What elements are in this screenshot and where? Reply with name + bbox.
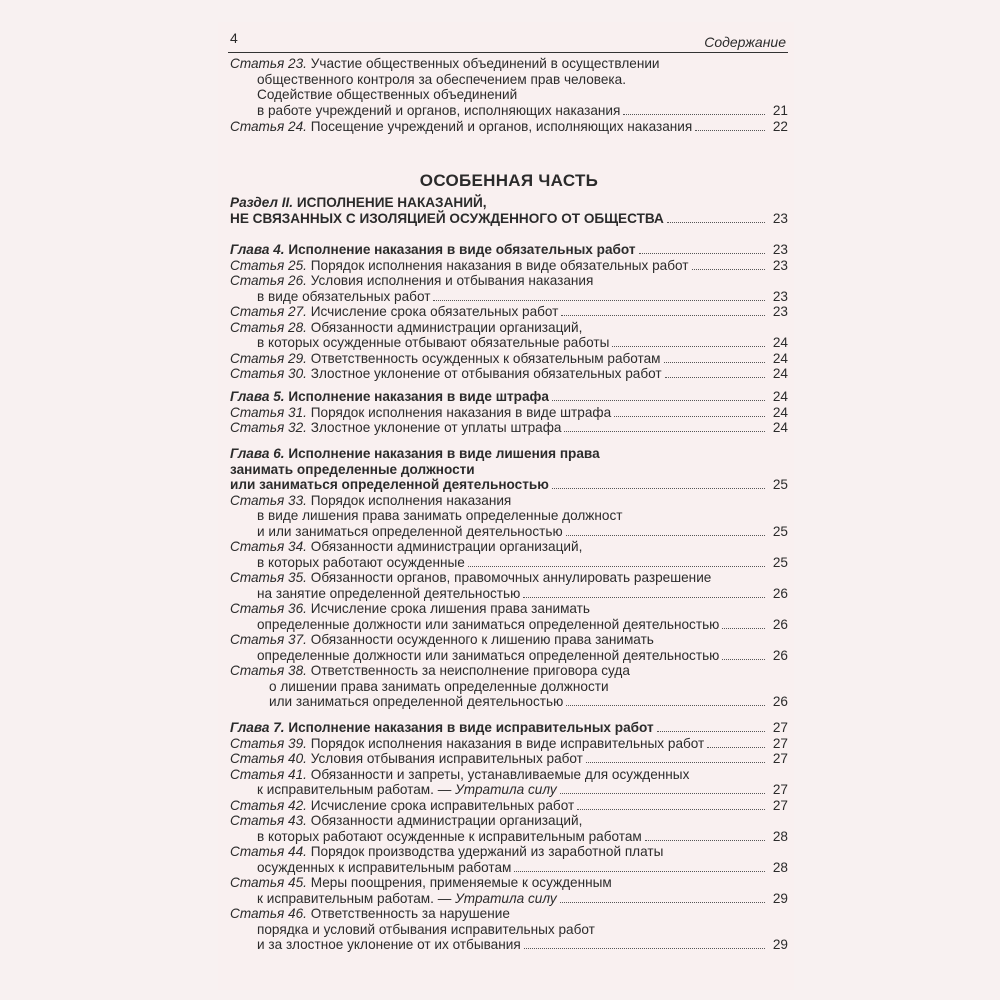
- entry-text: порядка и условий отбывания исправительных работ: [257, 921, 595, 937]
- article-label: Статья 29.: [230, 350, 307, 366]
- page-ref: 23: [772, 304, 788, 319]
- page-ref: 29: [772, 937, 788, 952]
- entry-text: в виде обязательных работ: [257, 288, 431, 304]
- page-number: 4: [230, 30, 238, 46]
- dot-leader: [433, 300, 765, 301]
- article-label: Статья 39.: [230, 735, 307, 751]
- article-label: Статья 24.: [230, 119, 307, 134]
- entry-text: Содействие общественных объединений: [257, 87, 518, 102]
- entry-text: определенные должности или заниматься определенной деятельностью: [257, 616, 720, 632]
- page-ref: 27: [772, 720, 788, 735]
- entry-text: Ответственность за нарушение: [310, 906, 510, 921]
- page-ref: 21: [772, 102, 788, 118]
- dot-leader: [523, 597, 765, 598]
- page-ref: 27: [772, 797, 788, 813]
- page-ref: 27: [772, 751, 788, 766]
- page-ref: 23: [772, 210, 788, 226]
- entry-text: Условия отбывания исправительных работ: [310, 751, 583, 766]
- article-label: Статья 38.: [230, 663, 307, 678]
- entry-text: или заниматься определенной деятельностью: [230, 477, 549, 492]
- entry-text: и или заниматься определенной деятельностью: [257, 523, 563, 539]
- page-ref: 24: [772, 389, 788, 404]
- entry-text: Исчисление срока исправительных работ: [310, 797, 575, 813]
- toc-entry-article-24: [230, 119, 788, 135]
- toc-entry-chapter-6: [230, 446, 788, 710]
- article-label: Статья 37.: [230, 632, 307, 647]
- entry-text: Порядок исполнения наказания в виде штрафа: [310, 404, 612, 420]
- page-ref: 27: [772, 782, 788, 797]
- article-label: Статья 28.: [230, 319, 307, 335]
- page-ref: 23: [772, 288, 788, 304]
- entry-text: в которых работают осужденные к исправительным работам: [257, 828, 642, 844]
- entry-text: Злостное уклонение от отбывания обязательных работ: [310, 366, 662, 381]
- section-title: ОСОБЕННАЯ ЧАСТЬ: [419, 171, 599, 190]
- article-label: Статья 26.: [230, 273, 307, 288]
- entry-text: Исполнение наказания в виде лишения права: [288, 446, 600, 461]
- dot-leader: [560, 793, 765, 794]
- toc-entry-article-23: [230, 56, 788, 118]
- page-ref: 25: [772, 477, 788, 492]
- entry-text: Обязанности администрации организаций,: [310, 319, 583, 335]
- page-ref: 26: [772, 647, 788, 663]
- dot-leader: [586, 762, 765, 763]
- entry-text: Меры поощрения, применяемые к осужденным: [310, 875, 612, 890]
- dot-leader: [566, 705, 765, 706]
- dot-leader: [577, 809, 765, 810]
- article-label: Статья 31.: [230, 404, 307, 420]
- page-ref: 23: [772, 257, 788, 273]
- entry-text: Исчисление срока обязательных работ: [310, 304, 559, 319]
- page-ref: 27: [772, 735, 788, 751]
- part-label: Раздел II.: [230, 195, 294, 210]
- article-label: Статья 33.: [230, 492, 307, 508]
- page-ref: 25: [772, 523, 788, 539]
- page-ref: 29: [772, 890, 788, 906]
- dot-leader: [692, 269, 766, 270]
- article-label: Статья 27.: [230, 304, 307, 319]
- page-ref: 24: [772, 335, 788, 350]
- entry-text: Исчисление срока лишения права занимать: [310, 601, 590, 616]
- page-ref: 28: [772, 859, 788, 875]
- running-title: Содержание: [704, 34, 786, 50]
- page-ref: 24: [772, 366, 788, 381]
- chapter-label: Глава 7.: [230, 720, 285, 735]
- dot-leader: [707, 747, 765, 748]
- entry-text: или заниматься определенной деятельностью: [269, 694, 564, 709]
- article-label: Статья 45.: [230, 875, 307, 890]
- running-header: [228, 30, 788, 53]
- entry-text: Порядок исполнения наказания в виде обязательных работ: [310, 257, 689, 273]
- page-ref: 24: [772, 350, 788, 366]
- entry-text: в работе учреждений и органов, исполняющих наказания: [257, 102, 621, 118]
- entry-text: Порядок исполнения наказания в виде исправительных работ: [310, 735, 705, 751]
- entry-text: в виде лишения права занимать определенные должност: [257, 508, 623, 523]
- article-label: Статья 41.: [230, 766, 307, 782]
- dot-leader: [612, 346, 765, 347]
- dot-leader: [722, 659, 765, 660]
- page-ref: 24: [772, 420, 788, 435]
- dot-leader: [722, 628, 765, 629]
- entry-text: Посещение учреждений и органов, исполняющих наказания: [310, 119, 693, 134]
- dot-leader: [665, 377, 765, 378]
- entry-text: Порядок исполнения наказания: [310, 492, 512, 508]
- dot-leader: [664, 362, 765, 363]
- article-label: Статья 34.: [230, 539, 307, 554]
- article-label: Статья 36.: [230, 601, 307, 616]
- article-label: Статья 30.: [230, 366, 307, 381]
- entry-text: определенные должности или заниматься определенной деятельностью: [257, 647, 720, 663]
- entry-text: к исправительным работам. —: [257, 890, 452, 906]
- entry-text: Участие общественных объединений в осуществлении: [310, 56, 660, 71]
- article-label: Статья 25.: [230, 257, 307, 273]
- dot-leader: [552, 400, 765, 401]
- article-label: Статья 23.: [230, 56, 307, 71]
- dot-leader: [560, 902, 765, 903]
- repealed-note: Утратила силу: [455, 782, 557, 797]
- page-ref: 26: [772, 616, 788, 632]
- page-ref: 28: [772, 828, 788, 844]
- page-ref: 25: [772, 554, 788, 570]
- entry-text: занимать определенные должности: [230, 461, 475, 477]
- entry-text: Обязанности администрации организаций,: [310, 539, 583, 554]
- entry-text: ИСПОЛНЕНИЕ НАКАЗАНИЙ,: [296, 195, 487, 210]
- entry-text: Исполнение наказания в виде штрафа: [288, 389, 549, 404]
- entry-text: на занятие определенной деятельностью: [257, 585, 521, 601]
- entry-text: НЕ СВЯЗАННЫХ С ИЗОЛЯЦИЕЙ ОСУЖДЕННОГО ОТ ОБЩЕСТВА: [230, 210, 664, 226]
- entry-text: Ответственность осужденных к обязательным работам: [310, 350, 661, 366]
- dot-leader: [614, 416, 765, 417]
- article-label: Статья 43.: [230, 813, 307, 828]
- article-label: Статья 44.: [230, 844, 307, 859]
- article-label: Статья 46.: [230, 906, 307, 921]
- entry-text: Порядок производства удержаний из заработной платы: [310, 844, 664, 859]
- page-ref: 26: [772, 694, 788, 709]
- entry-text: Исполнение наказания в виде обязательных работ: [288, 242, 636, 257]
- entry-text: Ответственность за неисполнение приговора суда: [310, 663, 630, 678]
- article-label: Статья 40.: [230, 751, 307, 766]
- dot-leader: [468, 566, 765, 567]
- page-ref: 22: [772, 119, 788, 134]
- entry-text: Условия исполнения и отбывания наказания: [310, 273, 594, 288]
- entry-text: Исполнение наказания в виде исправительных работ: [288, 720, 654, 735]
- chapter-label: Глава 6.: [230, 446, 285, 461]
- page-ref: 23: [772, 242, 788, 257]
- entry-text: осужденных к исправительным работам: [257, 859, 512, 875]
- dot-leader: [645, 840, 765, 841]
- dot-leader: [514, 871, 765, 872]
- toc-entry-chapter-7: [230, 720, 788, 953]
- dot-leader: [566, 535, 765, 536]
- chapter-label: Глава 5.: [230, 389, 285, 404]
- entry-text: Злостное уклонение от уплаты штрафа: [310, 420, 562, 435]
- entry-text: Обязанности администрации организаций,: [310, 813, 583, 828]
- entry-text: о лишении права занимать определенные должности: [269, 678, 609, 694]
- toc-entry-chapter-5: [230, 389, 788, 436]
- entry-text: Обязанности органов, правомочных аннулировать разрешение: [310, 570, 712, 585]
- toc-entry-part-2: [230, 195, 788, 226]
- entry-text: и за злостное уклонение от их отбывания: [257, 937, 521, 952]
- page-ref: 26: [772, 585, 788, 601]
- entry-text: общественного контроля за обеспечением прав человека.: [257, 71, 626, 87]
- chapter-label: Глава 4.: [230, 242, 285, 257]
- toc-entry-chapter-4: [230, 242, 788, 382]
- dot-leader: [695, 130, 765, 131]
- article-label: Статья 42.: [230, 797, 307, 813]
- entry-text: в которых осужденные отбывают обязательные работы: [257, 335, 610, 350]
- repealed-note: Утратила силу: [455, 890, 557, 906]
- article-label: Статья 35.: [230, 570, 307, 585]
- entry-text: Обязанности и запреты, устанавливаемые для осужденных: [310, 766, 690, 782]
- entry-text: Обязанности осужденного к лишению права занимать: [310, 632, 654, 647]
- entry-text: к исправительным работам. —: [257, 782, 452, 797]
- dot-leader: [623, 114, 765, 115]
- dot-leader: [639, 253, 765, 254]
- dot-leader: [667, 222, 765, 223]
- dot-leader: [524, 948, 765, 949]
- dot-leader: [657, 731, 765, 732]
- dot-leader: [564, 431, 765, 432]
- page-ref: 24: [772, 404, 788, 420]
- dot-leader: [552, 488, 765, 489]
- article-label: Статья 32.: [230, 420, 307, 435]
- dot-leader: [561, 315, 765, 316]
- entry-text: в которых работают осужденные: [257, 554, 465, 570]
